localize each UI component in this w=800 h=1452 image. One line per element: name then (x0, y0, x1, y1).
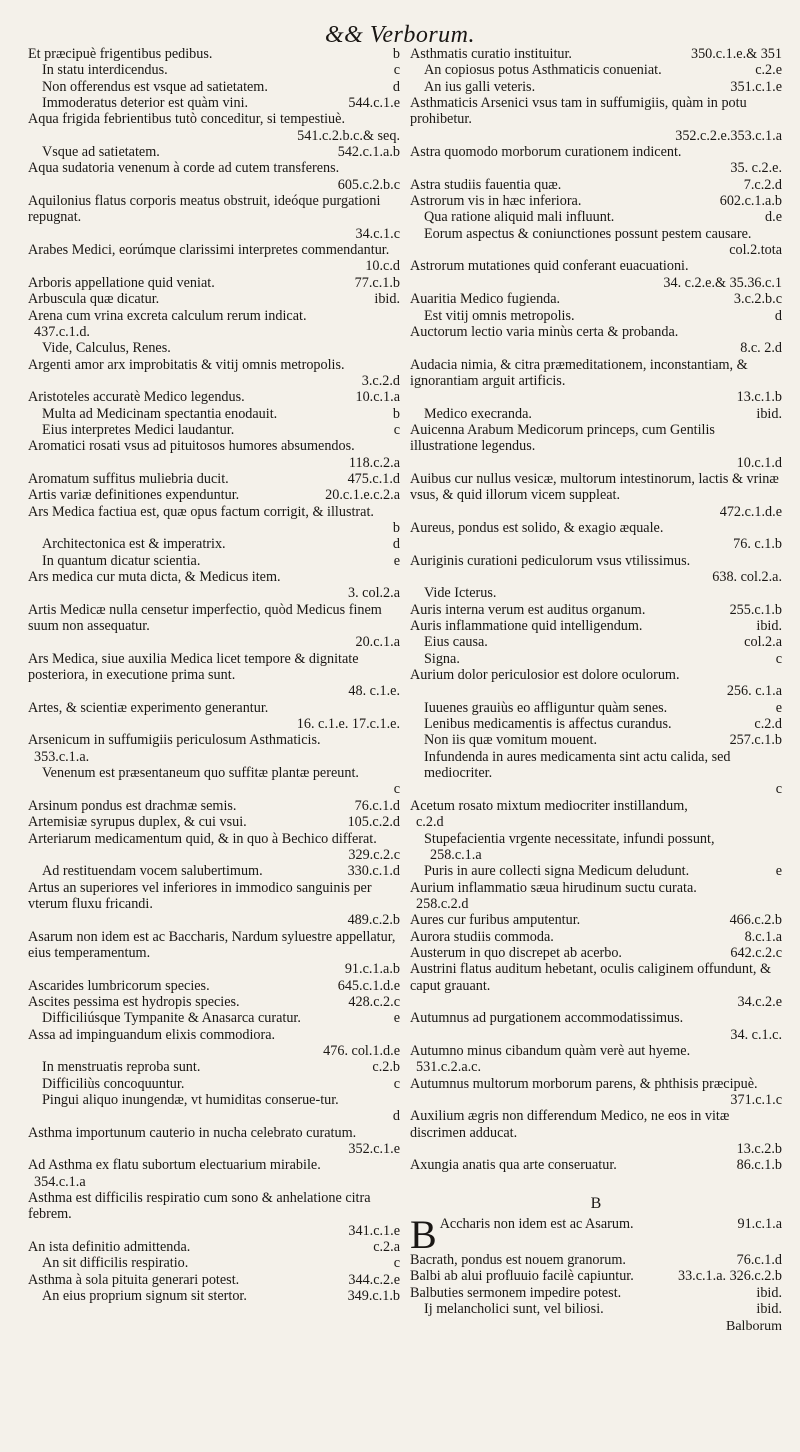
index-entry-reference: 531.c.2.a.c. (416, 1059, 482, 1076)
index-entry-reference: 20.c.1.e.c.2.a (325, 487, 400, 504)
index-entry (28, 242, 400, 275)
index-entry-text: Aurium inflammatio sæua hirudinum suctu curata. (410, 879, 697, 896)
index-entry-reference: 34.c.2.e (737, 993, 782, 1010)
index-entry-reference: 91.c.1.a.b (344, 961, 400, 978)
index-entry-text: Artes, & scientiæ experimento generantur. (28, 699, 269, 716)
index-entry-text: Aqua frigida febrientibus tutò conceditur, si tempestiuè. (28, 111, 345, 128)
index-entry-text: Artis variæ definitiones expenduntur. (28, 487, 240, 504)
index-entry (28, 602, 400, 651)
index-entry-reference: d (392, 536, 400, 553)
index-entry (410, 929, 782, 945)
index-entry-reference: c (775, 781, 782, 798)
index-entry-reference: 330.c.1.d (347, 863, 400, 880)
index-entry-text: Signa. (424, 650, 460, 667)
index-entry (410, 62, 782, 78)
index-entry (28, 62, 400, 78)
catchword: Balborum (726, 1319, 782, 1335)
index-entry (410, 732, 782, 748)
index-entry-reference: e (775, 699, 782, 716)
index-entry (28, 978, 400, 994)
index-entry-reference: 258.c.1.a (430, 846, 482, 863)
index-entry (28, 1076, 400, 1092)
index-entry-text: Auicenna Arabum Medicorum princeps, cum Gentilis illustratione legendus. (410, 421, 715, 455)
index-entry-reference: 13.c.1.b (736, 389, 782, 406)
index-entry-reference: 118.c.2.a (348, 454, 400, 471)
index-entry (410, 357, 782, 406)
index-entry (410, 1285, 782, 1301)
index-entry (28, 929, 400, 978)
index-entry (410, 945, 782, 961)
index-entry-reference: 48. c.1.e. (348, 683, 400, 700)
index-entry (410, 79, 782, 95)
index-entry-reference: 8.c.1.a (744, 928, 782, 945)
index-entry (410, 1043, 782, 1076)
index-column-left (28, 46, 400, 1304)
index-entry (410, 471, 782, 520)
index-entry-text: Ad restituendam vocem salubertimum. (42, 863, 263, 880)
index-entry (410, 716, 782, 732)
index-entry (28, 1272, 400, 1288)
index-entry (28, 880, 400, 929)
index-entry-text: Arsinum pondus est drachmæ semis. (28, 797, 237, 814)
index-entry-reference: 256. c.1.a (726, 683, 782, 700)
section-b (410, 1196, 782, 1336)
index-entry-text: Ars Medica, siue auxilia Medica licet tempore & dignitate posteriora, in executione prima sunt. (28, 650, 359, 684)
index-entry-reference: 258.c.2.d (416, 895, 469, 912)
index-entry-reference: 351.c.1.e (730, 78, 782, 95)
index-entry (28, 422, 400, 438)
index-entry-reference: c (393, 1075, 400, 1092)
index-entry (28, 291, 400, 307)
index-entry (28, 700, 400, 733)
index-entry-text: Astra studiis fauentia quæ. (410, 176, 562, 193)
index-entry-text: Arsenicum in suffumigiis periculosum Asthmaticis. (28, 732, 321, 749)
index-entry-text: Asarum non idem est ac Baccharis, Nardum syluestre appellatur, eius temperamentum. (28, 928, 396, 961)
index-entry-text: Auris inflammatione quid intelligendum. (410, 618, 643, 635)
index-entry-text: Austrini flatus auditum hebetant, oculis caliginem offundunt, & caput grauant. (410, 961, 772, 994)
index-entry-text: An eius proprium signum sit stertor. (42, 1288, 247, 1305)
index-entry-text: Non offerendus est vsque ad satietatem. (42, 78, 268, 95)
index-entry (410, 1301, 782, 1317)
index-entry-reference: 77.c.1.b (354, 274, 400, 291)
index-entry-reference: 3.c.2.d (361, 372, 400, 389)
index-entry-text: Axungia anatis qua arte conseruatur. (410, 1157, 617, 1174)
index-entry-reference: 489.c.2.b (347, 912, 400, 929)
index-entry-reference: ibid. (756, 405, 782, 422)
index-entry-text: Aureus, pondus est solido, & exagio æquale. (410, 519, 664, 536)
index-entry (410, 226, 782, 259)
index-entry (28, 46, 400, 62)
index-entry-reference: b (392, 46, 400, 62)
index-entry-text: Aqua sudatoria venenum à corde ad cutem transferens. (28, 160, 340, 177)
index-entry-reference: d (392, 78, 400, 95)
index-entry-text: Astra quomodo morborum curationem indicent. (410, 144, 682, 161)
index-entry-text: Eius causa. (424, 634, 488, 651)
index-entry-reference: c (393, 1255, 400, 1272)
index-entry (28, 1027, 400, 1060)
index-entry (410, 1268, 782, 1284)
index-entry-text: Asthmatis curatio instituitur. (410, 46, 572, 62)
index-entry-text: Accharis non idem est ac Asarum. (439, 1216, 634, 1233)
index-entry-reference: 645.c.1.d.e (337, 977, 400, 994)
index-entry (410, 1157, 782, 1173)
index-entry-text: Aures cur furibus amputentur. (410, 912, 581, 929)
index-entry-text: Auibus cur nullus vesicæ, multorum intestinorum, lactis & vrinæ vsus, & quid illorum vicem suppleat. (410, 470, 779, 504)
index-entry (410, 1076, 782, 1109)
index-entry-reference: c (393, 421, 400, 438)
index-entry-reference: ibid. (374, 291, 400, 308)
index-entry (410, 961, 782, 1010)
index-entry-text: Autumno minus cibandum quàm verè aut hyeme. (410, 1042, 691, 1059)
index-entry-text: Lenibus medicamentis is affectus curandus. (424, 716, 672, 733)
index-entry-reference: 86.c.1.b (736, 1157, 782, 1174)
index-entry-reference: c.2.d (754, 716, 782, 733)
index-entry-reference: c (775, 650, 782, 667)
index-entry-reference: 642.c.2.c (730, 944, 782, 961)
index-entry-reference: d.e (765, 209, 782, 226)
index-entry (410, 912, 782, 928)
index-entry-reference: 76.c.1.d (354, 797, 400, 814)
index-entry (28, 79, 400, 95)
index-entry-text: Eius interpretes Medici laudantur. (42, 421, 235, 438)
index-entry (410, 193, 782, 209)
index-entry-text: Multa ad Medicinam spectantia enodauit. (42, 405, 278, 422)
index-entry (28, 389, 400, 405)
index-entry-text: In statu interdicendus. (42, 62, 168, 79)
index-entry (410, 749, 782, 798)
index-entry-text: Non iis quæ vomitum mouent. (424, 732, 598, 749)
index-entry-reference: 8.c. 2.d (740, 340, 782, 357)
index-entry-text: Aromatici rosati vsus ad pituitosos humores absumendos. (28, 438, 355, 455)
index-entry-reference: ibid. (756, 1284, 782, 1301)
index-entry-reference: e (775, 863, 782, 880)
index-entry-text: Asthma à sola pituita generari potest. (28, 1271, 240, 1288)
index-entry-text: Aurium dolor periculosior est dolore oculorum. (410, 667, 680, 684)
index-entry-reference: col.2.tota (729, 242, 782, 259)
index-entry-reference: 544.c.1.e (348, 95, 400, 112)
index-entry-text: Assa ad impinguandum elixis commodiora. (28, 1026, 276, 1043)
index-entry (28, 732, 400, 765)
index-entry-reference: d (392, 1108, 400, 1125)
index-entry-text: Audacia nimia, & citra præmeditationem, inconstantiam, & ignorantiam arguit artificis. (410, 356, 748, 389)
index-entry-reference: 35. c.2.e. (730, 160, 782, 177)
index-entry-text: An sit difficilis respiratio. (42, 1255, 189, 1272)
index-entry (28, 438, 400, 471)
index-entry-text: Difficiliúsque Tympanite & Anasarca curatur. (42, 1010, 301, 1027)
index-entry-reference: 476. col.1.d.e (323, 1042, 400, 1059)
index-entry-reference: c.2.a (373, 1239, 400, 1256)
index-entry (410, 863, 782, 879)
index-entry-reference: 76.c.1.d (736, 1252, 782, 1269)
index-entry-reference: 255.c.1.b (729, 601, 782, 618)
index-entry-text: Auris interna verum est auditus organum. (410, 601, 646, 618)
index-entry-reference: 7.c.2.d (743, 176, 782, 193)
index-entry-text: Stupefacientia vrgente necessitate, infundi possunt, (424, 830, 715, 847)
index-entry (410, 618, 782, 634)
index-entry-text: Astrorum vis in hæc inferiora. (410, 193, 582, 210)
index-entry-reference: 354.c.1.a (34, 1173, 86, 1190)
index-entry (28, 798, 400, 814)
index-entry-text: Auriginis curationi pediculorum vsus vtilissimus. (410, 552, 691, 569)
index-entry-text: Infundenda in aures medicamenta sint actu calida, sed mediocriter. (424, 748, 731, 782)
index-entry-text: Artus an superiores vel inferiores in immodico sanguinis per vterum fluxu fricandi. (28, 879, 372, 912)
index-entry-reference: 3. col.2.a (347, 585, 400, 602)
index-entry-reference: c.2.b (372, 1059, 400, 1076)
index-entry (28, 994, 400, 1010)
index-entry-text: Ascarides lumbricorum species. (28, 977, 210, 994)
index-entry-text: Immoderatus deterior est quàm vini. (42, 95, 249, 112)
index-entry-reference: e (393, 552, 400, 569)
index-entry (28, 1059, 400, 1075)
drop-capital: B (410, 1212, 437, 1258)
index-entry-text: Medico execranda. (424, 405, 532, 422)
index-entry (410, 651, 782, 667)
index-entry (28, 1125, 400, 1158)
index-entry-text: Puris in aure collecti signa Medicum deludunt. (424, 863, 690, 880)
index-entry-text: Arboris appellatione quid veniat. (28, 274, 215, 291)
index-entry-text: Et præcipuè frigentibus pedibus. (28, 46, 213, 62)
index-entry-text: Arena cum vrina excreta calculum rerum indicat. (28, 307, 307, 324)
index-entry-reference: 341.c.1.e (348, 1222, 400, 1239)
index-entry (28, 193, 400, 242)
index-entry-reference: 353.c.1.a. (34, 748, 90, 765)
index-entry-reference: 352.c.2.e.353.c.1.a (675, 127, 782, 144)
index-entry (28, 1255, 400, 1271)
index-entry-text: Auaritia Medico fugienda. (410, 291, 561, 308)
index-entry (410, 144, 782, 177)
index-entry (28, 95, 400, 111)
index-entry-text: Venenum est præsentaneum quo suffitæ plantæ pereunt. (42, 765, 359, 782)
index-entry-reference: b (392, 519, 400, 536)
index-column-right (410, 46, 782, 1336)
index-entry (410, 1108, 782, 1157)
index-entry (410, 602, 782, 618)
index-entry (28, 471, 400, 487)
index-entry-reference: 33.c.1.a. 326.c.2.b (677, 1268, 782, 1285)
index-entry-reference: 602.c.1.a.b (719, 193, 782, 210)
index-entry-text: Artemisiæ syrupus duplex, & cui vsui. (28, 814, 247, 831)
index-entry (28, 553, 400, 569)
index-entry (28, 651, 400, 700)
index-entry (410, 1252, 782, 1268)
index-entry (410, 700, 782, 716)
index-entry-text: Argenti amor arx improbitatis & vitij omnis metropolis. (28, 356, 345, 373)
index-entry-text: Est vitij omnis metropolis. (424, 307, 575, 324)
index-entries-right (410, 46, 782, 1174)
index-entry (28, 569, 400, 602)
index-entry-text: Asthmaticis Arsenici vsus tam in suffumigiis, quàm in potu prohibetur. (410, 95, 747, 128)
index-entry-text: Asthma importunum cauterio in nucha celebrato curatum. (28, 1124, 357, 1141)
index-entry-reference: 349.c.1.b (347, 1288, 400, 1305)
index-entry (28, 1288, 400, 1304)
index-entry-text: Astrorum mutationes quid conferant euacuationi. (410, 258, 689, 275)
index-entry-text: Asthma est difficilis respiratio cum sono & anhelatione citra febrem. (28, 1190, 371, 1223)
index-entry-reference: b (392, 405, 400, 422)
index-entry-text: Aurora studiis commoda. (410, 928, 554, 945)
index-entry (410, 324, 782, 357)
section-letter-heading: B (590, 1194, 602, 1212)
index-entry-text: Autumnus ad purgationem accommodatissimus. (410, 1010, 684, 1027)
section-b-entries (410, 1212, 782, 1318)
index-entry (28, 814, 400, 830)
index-entry-reference: 16. c.1.e. 17.c.1.e. (296, 716, 400, 733)
index-entry-text: Qua ratione aliquid mali influunt. (424, 209, 615, 226)
index-entry-text: Acetum rosato mixtum mediocriter instillandum, (410, 797, 688, 814)
index-entry-text: Iuuenes grauiùs eo affliguntur quàm senes. (424, 699, 668, 716)
index-entry (28, 536, 400, 552)
index-entry-text: In quantum dicatur scientia. (42, 552, 201, 569)
index-entry-text: Difficiliùs concoquuntur. (42, 1075, 185, 1092)
index-entry-reference: 428.c.2.c (348, 993, 400, 1010)
index-entry-text: Vide Icterus. (424, 585, 497, 602)
index-entry (28, 275, 400, 291)
index-entry-reference: 329.c.2.c (348, 846, 400, 863)
index-entry (410, 667, 782, 700)
index-entry-text: Vide, Calculus, Renes. (42, 340, 171, 357)
index-entry-reference: 10.c.1.a (355, 389, 400, 406)
index-entry (410, 798, 782, 831)
index-entry (28, 1157, 400, 1190)
index-entry-text: Arbuscula quæ dicatur. (28, 291, 160, 308)
index-entry (410, 95, 782, 144)
index-entry-text: Ars medica cur muta dicta, & Medicus item. (28, 569, 281, 585)
index-entry-text: Pingui aliquo inungendæ, vt humiditas conserue-tur. (42, 1092, 339, 1108)
index-entry-reference: 10.c.1.d (736, 454, 782, 471)
index-entry-reference: c.2.e (755, 62, 782, 79)
index-entry-text: Ad Asthma ex flatu subortum electuarium mirabile. (28, 1157, 321, 1174)
index-entry-reference: d (774, 307, 782, 324)
index-entry-reference: 542.c.1.a.b (337, 144, 400, 161)
index-entry-text: Eorum aspectus & coniunctiones possunt pestem causare. (424, 225, 752, 242)
index-entry (28, 831, 400, 864)
index-entry-reference: 20.c.1.a (355, 634, 400, 651)
running-head: && Verborum. (325, 22, 475, 48)
index-entry-text: An ius galli veteris. (424, 78, 536, 95)
index-entry (28, 406, 400, 422)
index-entry-reference: 10.c.d (365, 258, 400, 275)
index-entry-text: Bacrath, pondus est nouem granorum. (410, 1252, 626, 1269)
index-entry-reference: 3.c.2.b.c (733, 291, 782, 308)
index-entry (28, 308, 400, 341)
index-entry-reference: 541.c.2.b.c.& seq. (297, 127, 400, 144)
index-entry-reference: 13.c.2.b (736, 1141, 782, 1158)
index-entry (28, 1239, 400, 1255)
index-entry (410, 1010, 782, 1043)
index-entry-reference: 472.c.1.d.e (719, 503, 782, 520)
index-entry-reference: 605.c.2.b.c (337, 176, 400, 193)
index-entry-text: Arabes Medici, eorúmque clarissimi interpretes commendantur. (28, 242, 390, 259)
index-entry (410, 1212, 782, 1258)
index-entry-text: Ars Medica factiua est, quæ opus factum corrigit, & illustrat. (28, 503, 374, 520)
index-entry (410, 831, 782, 864)
index-entry-reference: 257.c.1.b (729, 732, 782, 749)
index-entry (410, 308, 782, 324)
index-entry-reference: 34. c.1.c. (730, 1026, 782, 1043)
index-entry-text: In menstruatis reproba sunt. (42, 1059, 201, 1076)
index-entry-reference: 34.c.1.c (355, 225, 400, 242)
index-entry-text: Balbuties sermonem impedire potest. (410, 1284, 622, 1301)
index-entry (28, 160, 400, 193)
index-entry (28, 765, 400, 798)
index-entry-text: An ista definitio admittenda. (28, 1239, 191, 1256)
index-entry-text: Aquilonius flatus corporis meatus obstruit, ideóque purgationi repugnat. (28, 193, 381, 226)
index-entry-reference: 638. col.2.a. (712, 569, 782, 585)
index-entry-text: Autumnus multorum morborum parens, & phthisis præcipuè. (410, 1075, 758, 1092)
index-entry-reference: 352.c.1.e (348, 1141, 400, 1158)
index-entry-reference: ibid. (756, 1301, 782, 1318)
index-entry (410, 634, 782, 650)
index-entry-reference: c (393, 62, 400, 79)
index-entry-reference: 105.c.2.d (347, 814, 400, 831)
index-entry (28, 487, 400, 503)
index-entry (28, 504, 400, 537)
index-entry (410, 520, 782, 553)
index-entry-reference: e (393, 1010, 400, 1027)
index-entry-text: Auxilium ægris non differendum Medico, ne eos in vitæ discrimen adducat. (410, 1108, 730, 1141)
index-entry-reference: 371.c.1.c (730, 1092, 782, 1108)
index-entry-reference: 466.c.2.b (729, 912, 782, 929)
index-entry-reference: 34. c.2.e.& 35.36.c.1 (663, 274, 782, 291)
index-entry-text: Artis Medicæ nulla censetur imperfectio, quòd Medicus finem suum non assequatur. (28, 601, 382, 635)
index-entry (410, 880, 782, 913)
index-entry (410, 406, 782, 422)
index-entry (410, 585, 782, 601)
index-entry-reference: 76. c.1.b (733, 536, 782, 553)
index-entry-reference: 91.c.1.a (737, 1216, 782, 1233)
index-entry (28, 111, 400, 144)
index-entry-text: Ascites pessima est hydropis species. (28, 993, 240, 1010)
index-entry (28, 357, 400, 390)
index-entry-reference: 344.c.2.e (348, 1271, 400, 1288)
index-entry (410, 177, 782, 193)
index-entry (28, 1190, 400, 1239)
index-entry-text: Ij melancholici sunt, vel biliosi. (424, 1301, 604, 1318)
index-entry-text: Austerum in quo discrepet ab acerbo. (410, 944, 622, 961)
index-entry (28, 340, 400, 356)
index-entry (410, 422, 782, 471)
index-entry-reference: c (393, 781, 400, 798)
index-entry-reference: 475.c.1.d (347, 470, 400, 487)
index-entry-text: An copiosus potus Asthmaticis conueniat. (424, 62, 662, 79)
index-entry-text: Aristoteles accuratè Medico legendus. (28, 389, 245, 406)
index-entry (28, 1010, 400, 1026)
index-entry-text: Auctorum lectio varia minùs certa & probanda. (410, 323, 679, 340)
index-entry-reference: 350.c.1.e.& 351 (690, 46, 782, 62)
index-entry-reference: ibid. (756, 618, 782, 635)
index-entry (28, 144, 400, 160)
index-entry (410, 291, 782, 307)
index-entry (28, 1092, 400, 1125)
index-entry (410, 258, 782, 291)
index-entry-text: Arteriarum medicamentum quid, & in quo à Bechico differat. (28, 830, 377, 847)
index-entry (28, 863, 400, 879)
index-entry-reference: 437.c.1.d. (34, 323, 90, 340)
index-entry (410, 553, 782, 586)
index-entry-text: Aromatum suffitus muliebria ducit. (28, 470, 229, 487)
index-entry-text: Vsque ad satietatem. (42, 144, 160, 161)
index-entry (410, 209, 782, 225)
index-entry-text: Balbi ab alui profluuio facilè capiuntur. (410, 1268, 634, 1285)
index-entry-reference: col.2.a (744, 634, 782, 651)
index-entry-reference: c.2.d (416, 814, 444, 831)
index-entry (410, 46, 782, 62)
index-entry-text: Architectonica est & imperatrix. (42, 536, 226, 553)
